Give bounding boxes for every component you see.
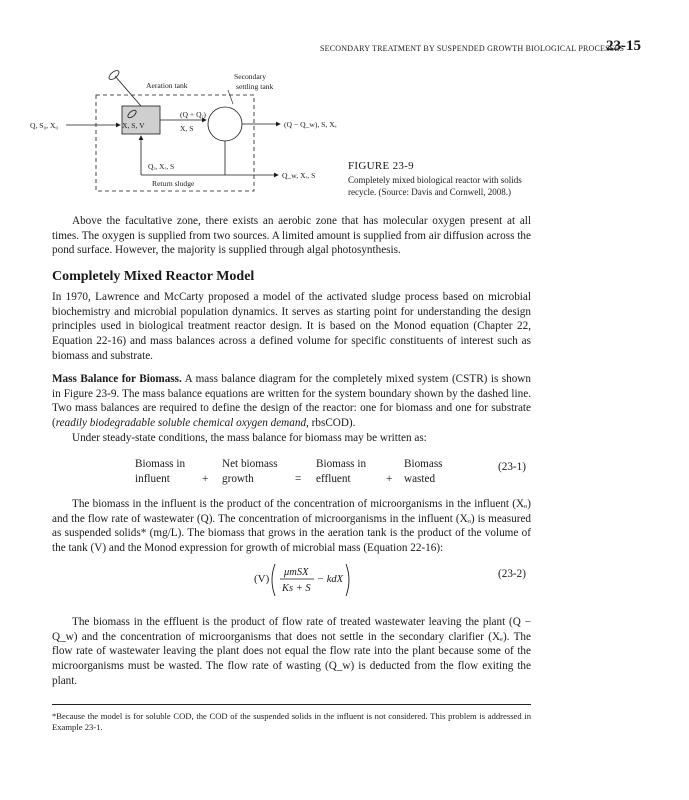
- eq1-term-3-top: Biomass in: [316, 458, 367, 470]
- mixer-blade-top: [107, 69, 120, 81]
- eq1-term-3-bottom: effluent: [316, 473, 351, 485]
- tank-to-clarifier-label-1: (Q + Qᵣ): [180, 110, 206, 119]
- eq1-term-2-top: Net biomass: [222, 458, 278, 470]
- clarifier-label-2: settling tank: [236, 82, 274, 91]
- figure-caption-text: Completely mixed biological reactor with solids recycle. (Source: Davis and Cornwell, 2008.): [348, 174, 522, 197]
- mixer-shaft: [115, 76, 141, 106]
- eq2-number: (23-2): [498, 568, 526, 580]
- clarifier-pointer: [228, 90, 233, 104]
- eq1-term-4-top: Biomass: [404, 458, 443, 470]
- paragraph-effluent-biomass: The biomass in the effluent is the product of flow rate of treated wastewater leaving the plant (Q − Q_w) and the concentration of microorganisms that does not settle in the secondary clarifier (Xₑ). The flow rate of wastewater leaving the plant does not equal the flow rate into the plant because some of the microorganisms must be wasted. The flow rate of wasting (Q_w) is deducted from the flow exiting the plant.: [52, 616, 531, 687]
- eq1-number: (23-1): [498, 461, 526, 473]
- paragraph-mass-balance-italic: readily biodegradable soluble chemical oxygen demand,: [55, 417, 309, 430]
- effluent-label: (Q − Q_w), S, Xₑ: [284, 120, 337, 129]
- return-sludge-label: Return sludge: [152, 179, 195, 188]
- eq2-right-paren: [346, 564, 349, 596]
- figure-caption: [348, 160, 548, 199]
- eq1-term-4-bottom: wasted: [404, 473, 436, 485]
- figure-23-9-diagram: [28, 64, 348, 204]
- equation-23-2: [254, 560, 354, 600]
- eq2-decay-term: − kdX: [317, 574, 344, 585]
- paragraph-lawrence-mccarty: In 1970, Lawrence and McCarty proposed a model of the activated sludge process based on microbial biochemistry and microbial population dynamics. It serves as starting point for understanding the design principles used in biological treatment reactor design. It is based on the Monod equation (Chapter 22, Equation 22-16) and mass balances across a defined volume for specific constituents of interest such as biomass and substrate.: [52, 291, 531, 362]
- paragraph-mass-balance-text-a: A mass balance diagram for the completely mixed system (CSTR) is shown in Figure 23-9. The mass balance equations are written for the system boundary shown by the dashed line. Two mass balances are required to define the design of the reactor: one for biomass and one for substrate (: [52, 373, 531, 430]
- runin-heading: Mass Balance for Biomass.: [52, 373, 182, 385]
- eq2-numerator: μmSX: [284, 567, 309, 578]
- eq2-volume: (V): [254, 573, 270, 585]
- paragraph-aerobic-zone: Above the facultative zone, there exists an aerobic zone that has molecular oxygen present at all times. The oxygen is supplied from two sources. A limited amount is supplied from air diffusion across the pond surface. However, the majority is supplied through algal photosynthesis.: [52, 215, 531, 257]
- footnote: *Because the model is for soluble COD, the COD of the suspended solids in the influent is not considered. This problem is addressed in Example 23-1.: [52, 711, 531, 733]
- recycle-label: Qᵣ, Xᵣ, S: [148, 162, 175, 171]
- secondary-clarifier: [208, 107, 242, 141]
- section-heading: Completely Mixed Reactor Model: [52, 269, 255, 284]
- paragraph-influent-biomass: The biomass in the influent is the product of the concentration of microorganisms in the influent (Xₒ) and the flow rate of wastewater (Q). The concentration of microorganisms in the influent (Xₒ) is measured as suspended solids* (mg/L). The biomass that grows in the aeration tank is the product of the volume of the tank (V) and the Monod expression for growth of microbial mass (Equation 22-16):: [52, 498, 531, 555]
- tank-to-clarifier-label-2: X, S: [180, 124, 194, 133]
- eq1-operator-equals: =: [295, 473, 302, 485]
- running-head: SECONDARY TREATMENT BY SUSPENDED GROWTH BIOLOGICAL PROCESSES: [320, 44, 625, 53]
- figure-caption-label: FIGURE 23-9: [348, 160, 414, 172]
- inflow-label: Q, S₀, X₀: [30, 121, 59, 130]
- eq2-denominator: Ks + S: [282, 583, 311, 594]
- waste-label: Q_w, Xᵣ, S: [282, 171, 316, 180]
- eq1-operator-plus-2: +: [386, 473, 393, 485]
- footnote-rule: [52, 704, 531, 705]
- eq1-operator-plus-1: +: [202, 473, 209, 485]
- eq1-term-2-bottom: growth: [222, 473, 254, 485]
- paragraph-mass-balance: [52, 372, 531, 431]
- eq1-term-1-top: Biomass in: [135, 458, 186, 470]
- system-boundary: [96, 95, 254, 191]
- aeration-tank-label: Aeration tank: [146, 81, 188, 90]
- eq2-left-paren: [272, 564, 275, 596]
- eq1-term-1-bottom: influent: [135, 473, 170, 485]
- clarifier-label-1: Secondary: [234, 72, 267, 81]
- paragraph-steady-state: Under steady-state conditions, the mass balance for biomass may be written as:: [72, 432, 427, 444]
- equation-23-1: [52, 458, 531, 492]
- tank-contents-label: X, S, V: [122, 121, 145, 130]
- paragraph-mass-balance-text-b: rbsCOD).: [308, 417, 356, 430]
- page-number: 23-15: [606, 38, 641, 54]
